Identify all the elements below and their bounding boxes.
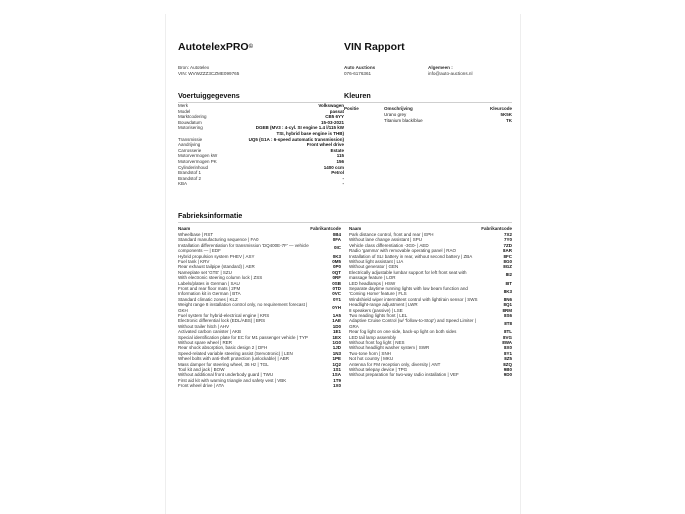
factory-description: 8 speakers (passive) | LSE [349,307,403,313]
factory-description: Labels/plates in German | SAU [178,280,240,286]
factory-header-code: Fabrikantcode [310,225,341,231]
dealer-info [344,65,512,77]
factory-description: Electronic differential lock (EDL/ABS) | BRS [178,318,266,324]
factory-header-name: Naam [349,225,362,231]
vehicle-value: UQ5 (G1A : 6-speed automatic transmission) [248,136,344,142]
factory-code: 8VG [502,334,512,340]
page-title: VIN Rapport [344,41,405,53]
factory-row [349,372,512,377]
factory-description: Tool kit and jack | BOW [178,367,225,373]
factory-code: 9D0 [503,372,512,378]
vehicle-key: Transmissie [178,136,203,142]
factory-row [178,383,341,388]
factory-description: LED tail lamp assembly [349,334,397,340]
factory-code: 0SB [332,280,341,286]
vehicle-key: Marktcodering [178,114,207,120]
factory-code: 0K3 [332,253,341,259]
factory-description: Without headlight washer system | SWR [349,345,430,351]
factory-description: Windshield wiper intermittent control with light/rain sensor | SWS [349,296,478,302]
factory-code: 8RM [502,307,512,313]
factory-description: Without front fog light | NES [349,340,405,346]
factory-description: Not hot country | MKU [349,356,394,362]
factory-code: 0VC [332,291,341,297]
factory-description: Adaptive Cruise Control (w/ 'follow-to-Stop') and Speed Limiter | GRA [349,318,476,329]
dealer-name: Auto Auctions [344,65,376,70]
divider [178,222,512,223]
factory-code: 8TL [503,329,512,335]
factory-code: 0YH [332,304,341,310]
vehicle-value: - [342,175,344,181]
factory-code: 8N6 [503,296,512,302]
factory-column-right [349,226,512,389]
factory-description: Front wheel drive | ATA [178,383,225,389]
vin-line: VIN: WVWZZZ3CZME099765 [178,71,240,76]
vehicle-value: Estate [330,147,344,153]
factory-code: 0P0 [332,264,341,270]
factory-row [349,318,512,329]
vehicle-key: Carrosserie [178,147,202,153]
factory-description: Vehicle class differentiation -3G0- | AED [349,242,429,248]
factory-description: Standard manufacturing sequence | FA0 [178,237,259,243]
report-content [178,40,512,389]
factory-description: Installation of SLI battery in rear, without second battery | ZBA [349,253,473,259]
vehicle-value: 115 [336,153,344,159]
factory-code: 0QT [332,269,341,275]
factory-description: Nameplate set 'GTE' | SZU [178,269,232,275]
factory-description: Information kit in German | BTA [178,291,241,297]
colors-header-desc: Omschrijving [384,106,413,111]
factory-code: 8ZQ [503,361,512,367]
vehicle-value: Front wheel drive [306,142,344,148]
vehicle-key: Aandrijving [178,142,201,148]
factory-description: Without additional front underbody guard | TWU [178,372,274,378]
general-label: Algemeen : [428,65,453,70]
factory-code: 8Q1 [503,302,512,308]
factory-code: 0TD [332,285,341,291]
factory-description: Two-tone horn | SNH [349,350,391,356]
factory-code: 1N3 [332,350,341,356]
factory-description: Speed-related variable steering assist (Servotronic) | LEN [178,350,293,356]
vehicle-section [178,77,512,187]
vehicle-value: 15-03-2021 [320,119,344,125]
factory-code: 7Y0 [503,237,512,243]
factory-description: Wheelbase | RST [178,231,214,237]
factory-description: First aid kit with warning triangle and safety vest | VBK [178,377,287,383]
factory-header-code: Fabrikantcode [481,225,512,231]
factory-code: 8IT [505,280,512,286]
factory-code: 1G0 [332,340,341,346]
vehicle-key: Bouwdatum [178,119,202,125]
color-row [344,118,512,124]
vehicle-key: Model [178,108,191,114]
factory-description: Fuel system for hybrid-electrical engine | KRS [178,313,270,318]
factory-description: Separate daytime running lights with low beam function and 'Coming Home' feature | FLS [349,285,468,297]
factory-description: Rear shock absorption, basic design 2 | DFH [178,345,268,351]
factory-code: 0B4 [332,231,341,237]
factory-description: With electronic steering column lock | ZSS [178,275,263,281]
color-code: TK [506,117,512,123]
colors-header-code: Kleurcode [489,106,512,111]
vehicle-key: Motorvermogen kW [178,153,218,159]
vehicle-value: 156 [336,158,344,164]
factory-description: Rear exhaust tailpipe (standard) | AER [178,264,255,270]
factory-code: 1PE [332,356,341,362]
vehicle-key: Motorisering [178,125,203,131]
factory-table [178,226,512,389]
factory-description: Electrically adjustable lumbar support for left front seat with massage feature | LOR [349,269,467,281]
factory-code: 1T9 [333,377,341,383]
factory-description: Park distance control, front and rear | EPH [349,231,434,237]
factory-code: 8S6 [503,313,512,318]
source-line: Bron: Autotelex [178,65,210,70]
factory-description: Standard climatic zones | KLZ [178,296,238,302]
factory-code: 8Z5 [504,356,512,362]
divider [344,102,512,103]
factory-code: 8FC [503,253,512,259]
vehicle-value: 1400 ccm [323,164,344,170]
vehicle-key: KBA [178,181,188,187]
factory-row [178,302,341,313]
report-page [165,14,521,514]
factory-description: Without trailer hitch | AHV [178,323,230,329]
vehicle-row [178,181,344,187]
vehicle-key: Merk [178,103,188,108]
factory-column-left [178,226,341,389]
factory-row [349,286,512,297]
brand-logo: AutotelexPRO© [178,41,254,53]
factory-code: 1EX [332,334,341,340]
vehicle-value: Petrol [331,170,344,176]
factory-code: 8I2 [505,272,512,278]
factory-code: 7X2 [503,231,512,237]
factory-code: 8X0 [503,345,512,351]
factory-code: 1X0 [332,383,341,389]
factory-title: Fabrieksinformatie [178,210,243,220]
factory-code: 0FA [332,237,341,243]
factory-description: Without spare wheel | RER [178,340,232,346]
factory-code: 8Y1 [503,350,512,356]
colors-table [344,112,512,123]
colors-header-pos: Positie [344,106,359,111]
factory-description: Antenna for FM reception only, diversity | ANT [349,361,441,367]
factory-code: 9B0 [503,367,512,373]
factory-description: Without lane change assistant | SPU [349,237,422,243]
factory-code: 8T8 [504,321,512,327]
factory-description: Without generator | GEN [349,264,399,270]
factory-code: 1AE [332,318,341,324]
factory-code: 0RF [332,275,341,281]
factory-description: LED headlamps | HSW [349,280,396,286]
factory-code: 1JD [332,345,341,351]
factory-code: 8GZ [503,264,512,270]
factory-row [178,243,341,254]
factory-code: 1D0 [332,323,341,329]
factory-code: 0M5 [332,258,341,264]
factory-code: 1S1 [332,367,341,373]
color-position [344,118,384,124]
factory-description: Wheel bolts with anti-theft protection (unlockable) | ABR [178,356,289,362]
factory-code: 0IC [333,245,341,251]
color-description: Titanium black/blue [384,117,423,123]
vehicle-key: Brandstof 2 [178,175,202,181]
factory-header-name: Naam [178,225,191,231]
factory-code: 8AR [502,248,512,254]
colors-title: Kleuren [344,91,371,100]
vehicle-value: - [342,181,344,187]
general-email: info@auto-auctions.nl [428,71,473,76]
factory-description: Two reading lights front | LEL [349,313,408,318]
factory-row [349,270,512,281]
vehicle-title: Voertuiggegevens [178,91,240,100]
factory-description: Special identification plate for EC for M1 passenger vehicle | TYP [178,334,308,340]
factory-code: 8K3 [503,288,512,294]
factory-description: Weight range 8 installation control only, no requirement forecast | GKH [178,302,308,313]
factory-description: Hybrid propulsion system PHEV | ASY [178,253,255,259]
factory-description: Fuel tank | KRV [178,258,210,264]
vehicle-key: Brandstof 1 [178,170,202,176]
vehicle-value: DGEB (MV3 : 4-cyl. SI engine 1.4 l/115 kW TSI, hybrid base engine is THB) [255,125,344,136]
factory-description: Activated carbon canister | AKB [178,329,241,335]
factory-description: Rear fog light on one side, back-up light on both sides [349,329,457,335]
vehicle-value: passat [329,108,344,114]
factory-description: Front and rear floor mats | 2FM [178,285,241,291]
source-info [178,65,344,77]
vehicle-value: CB5 6YY [325,114,344,120]
factory-code: 1Q2 [332,361,341,367]
color-description: Urano grey [384,112,407,117]
factory-description: Installation differentiation for transmission 'DQ400E-7F' — vehicle components — | EDF [178,242,309,254]
vehicle-row [178,125,344,136]
factory-description: Radio 'gamma' with removable operating panel | RAO [349,248,456,254]
factory-code: 1A5 [332,313,341,318]
vehicle-key: Motorvermogen PK [178,158,217,164]
copyright-mark: © [248,44,254,50]
factory-code: 7ZD [503,242,512,248]
vehicle-table [178,103,344,187]
vehicle-value: Volkswagen [318,103,344,108]
factory-code: 0Y1 [332,296,341,302]
factory-description: Without light assistant | LIA [349,258,404,264]
factory-description: Headlight-range adjustment | LWR [349,302,418,308]
factory-code: 1E1 [332,329,341,335]
report-header [178,40,512,77]
factory-description: Without telepay device | TPG [349,367,408,373]
factory-code: 8WA [502,340,512,346]
dealer-phone: 076-6176361 [344,71,372,76]
vehicle-key: Cylinderinhoud [178,164,209,170]
color-code: 5K5K [500,112,512,117]
factory-code: 8G0 [503,258,512,264]
factory-description: Mass damper for steering wheel, 36 Hz | TGL [178,361,269,367]
factory-description: Without preparation for two-way radio installation | VEF [349,372,459,378]
factory-code: 1SA [332,372,341,378]
